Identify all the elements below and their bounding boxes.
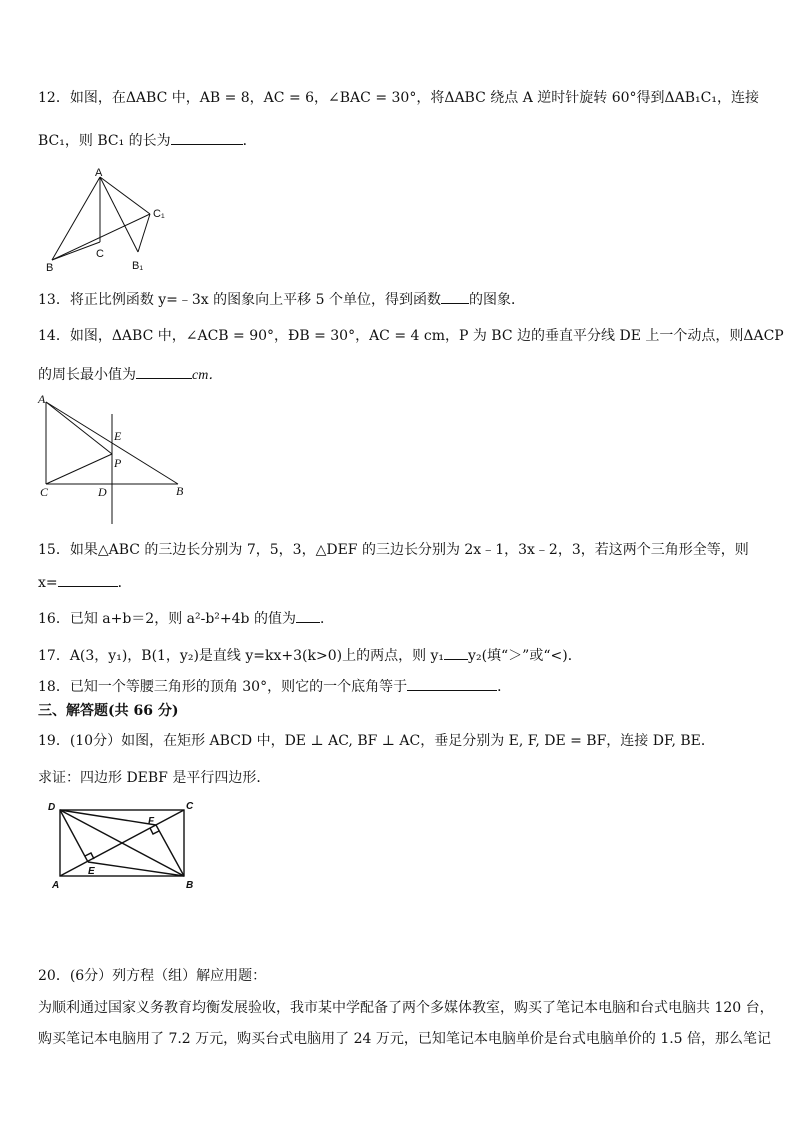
q19-line2: 求证：四边形 DEBF 是平行四边形． <box>38 770 271 786</box>
segment-AC1 <box>100 177 150 214</box>
label-E: E <box>88 866 95 877</box>
q17-line <box>38 645 582 666</box>
q15-line1: 15．如果△ABC 的三边长分别为 7，5，3，△DEF 的三边长分别为 2x﹣1，3x﹣2，3，若这两个三角形全等，则 <box>38 542 749 558</box>
q15-line2-post: ． <box>117 575 132 591</box>
q12-line1: 12．如图，在ΔABC 中，AB = 8，AC = 6，∠BAC = 30°，将ΔABC 绕点 A 逆时针旋转 60°得到ΔAB₁C₁，连接 <box>38 90 759 106</box>
answer-blank[interactable] <box>296 608 320 623</box>
q14-line2-post: cm． <box>192 368 223 383</box>
answer-blank[interactable] <box>444 645 468 660</box>
q15-line2 <box>38 572 132 593</box>
q19-line1: 19．(10分）如图，在矩形 ABCD 中，DE ⊥ AC, BF ⊥ AC，垂足分别为 E, F, DE = BF，连接 DF, BE． <box>38 733 715 749</box>
label-C: C <box>40 485 49 499</box>
segment-B1C1 <box>138 214 150 252</box>
q14-line1: 14．如图，ΔABC 中，∠ACB = 90°，ÐB = 30°，AC = 4 cm，P 为 BC 边的垂直平分线 DE 上一个动点，则ΔACP <box>38 328 784 344</box>
q20-line3: 购买笔记本电脑用了 7.2 万元，购买台式电脑用了 24 万元，已知笔记本电脑单价是台式电脑单价的 1.5 倍，那么笔记 <box>38 1031 772 1047</box>
segment-BC <box>52 242 100 260</box>
q18-post: ． <box>497 679 512 695</box>
segment-AB1 <box>100 177 138 252</box>
q13-post: 的图象． <box>468 292 525 308</box>
q12-line2 <box>38 130 257 151</box>
q20-line2: 为顺利通过国家义务教育均衡发展验收，我市某中学配备了两个多媒体教室，购买了笔记本电脑和台式电脑共 120 台， <box>38 1000 774 1016</box>
label-C1: C₁ <box>153 208 165 220</box>
label-D: D <box>98 485 107 499</box>
answer-blank[interactable] <box>171 130 243 145</box>
q18-pre: 18．已知一个等腰三角形的顶角 30°，则它的一个底角等于 <box>38 679 408 695</box>
segment-AB <box>52 177 100 260</box>
label-A: A <box>52 880 60 891</box>
answer-blank[interactable] <box>136 364 192 379</box>
q16-pre: 16．已知 a+b＝2，则 a²-b²+4b 的值为 <box>38 611 296 627</box>
answer-blank[interactable] <box>58 572 118 587</box>
q12-line2-pre: BC₁，则 BC₁ 的长为 <box>38 133 171 149</box>
label-C: C <box>96 248 104 260</box>
label-B: B <box>46 262 54 274</box>
q14-line2 <box>38 364 222 386</box>
label-B1: B₁ <box>132 260 144 272</box>
label-P: P <box>114 456 122 470</box>
segment-AP <box>46 402 112 454</box>
label-A: A <box>95 167 103 179</box>
q19-figure <box>38 800 208 900</box>
label-A: A <box>38 392 46 406</box>
q14-line2-pre: 的周长最小值为 <box>38 367 136 383</box>
q17-post: y₂(填“＞”或“<)． <box>468 648 582 664</box>
label-F: F <box>148 816 155 827</box>
section-heading: 三、解答题(共 66 分) <box>38 703 179 719</box>
label-E: E <box>114 429 122 443</box>
answer-blank[interactable] <box>407 676 497 691</box>
label-B: B <box>176 484 184 498</box>
q14-figure <box>36 392 206 532</box>
q13-pre: 13．将正比例函数 y=﹣3x 的图象向上平移 5 个单位，得到函数 <box>38 292 441 308</box>
q13-line <box>38 289 525 310</box>
q12-line2-post: ． <box>242 133 257 149</box>
segment-CP <box>46 454 112 484</box>
label-D: D <box>48 802 56 813</box>
label-C: C <box>186 801 194 812</box>
q15-line2-pre: x= <box>38 575 58 591</box>
label-B: B <box>186 880 194 891</box>
q17-pre: 17．A(3，y₁)，B(1，y₂)是直线 y=kx+3(k>0)上的两点，则 y₁ <box>38 648 445 664</box>
q16-line <box>38 608 334 629</box>
q18-line <box>38 676 511 697</box>
q16-post: ． <box>319 611 334 627</box>
answer-blank[interactable] <box>441 289 469 304</box>
q20-line1: 20．(6分）列方程（组）解应用题： <box>38 968 267 984</box>
q12-figure <box>38 167 198 280</box>
